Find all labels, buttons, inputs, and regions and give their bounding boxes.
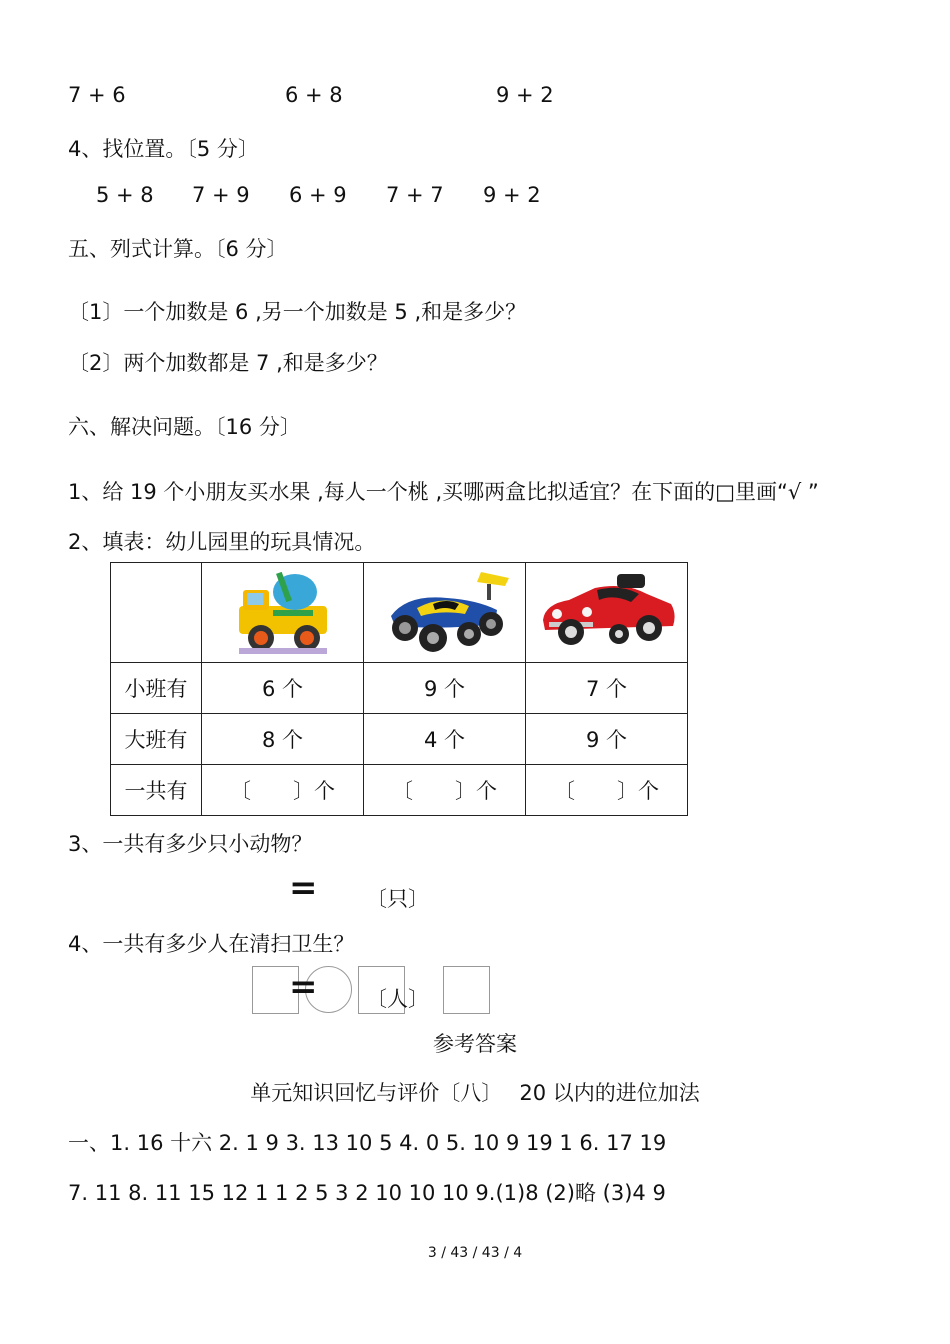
answers-line-2: 7. 11 8. 11 15 12 1 1 2 5 3 2 10 10 10 9.(1)8 (2)略 (3)4 9	[68, 1181, 666, 1205]
toy-table	[110, 562, 688, 816]
find-item: 5 + 8	[96, 183, 154, 207]
toy-image-row	[111, 563, 688, 663]
table-row	[111, 765, 688, 816]
toy-cell	[202, 563, 364, 663]
answers-heading: 参考答案	[433, 1032, 517, 1056]
section6-q1: 1、给 19 个小朋友买水果 ,每人一个桃 ,买哪两盒比拟适宜？在下面的□里画“√ ”	[68, 480, 819, 504]
page-footer: 3 / 43 / 43 / 4	[427, 1245, 523, 1261]
find-item: 9 + 2	[483, 183, 541, 207]
section5-q2: 〔2〕两个加数都是 7 ,和是多少？	[68, 351, 388, 375]
section6-q4: 4、一共有多少人在清扫卫生？	[68, 932, 355, 956]
section5-title: 五、列式计算。〔6 分〕	[68, 237, 288, 261]
q4-equals-sign: =	[289, 967, 318, 1007]
table-cell: 8 个	[202, 714, 364, 765]
cement-mixer-truck-icon	[233, 564, 333, 656]
section6-q3: 3、一共有多少只小动物？	[68, 832, 313, 856]
table-cell: 9 个	[364, 663, 526, 714]
row-label: 一共有	[111, 765, 202, 816]
find-item: 7 + 9	[192, 183, 250, 207]
answer-box[interactable]	[443, 966, 490, 1014]
q4-find-title: 4、找位置。〔5 分〕	[68, 137, 259, 161]
section5-q1: 〔1〕一个加数是 6 ,另一个加数是 5 ,和是多少？	[68, 300, 527, 324]
q3-equals-sign: =	[289, 868, 318, 908]
answers-line-1: 一、1. 16 十六 2. 1 9 3. 13 10 5 4. 0 5. 10 9 19 1 6. 17 19	[68, 1131, 667, 1155]
sum-item: 9 + 2	[496, 83, 554, 107]
total-blank-cell[interactable]: 〔 〕个	[364, 765, 526, 816]
table-row	[111, 714, 688, 765]
table-corner	[111, 563, 202, 663]
row-label: 小班有	[111, 663, 202, 714]
sum-item: 6 + 8	[285, 83, 343, 107]
toy-cell	[526, 563, 688, 663]
table-cell: 7 个	[526, 663, 688, 714]
table-row	[111, 663, 688, 714]
find-item: 7 + 7	[386, 183, 444, 207]
toy-cell	[364, 563, 526, 663]
total-blank-cell[interactable]: 〔 〕个	[526, 765, 688, 816]
find-item: 6 + 9	[289, 183, 347, 207]
answers-subtitle: 单元知识回忆与评价〔八〕 20 以内的进位加法	[250, 1081, 700, 1105]
section6-q2: 2、填表：幼儿园里的玩具情况。	[68, 530, 376, 554]
total-blank-cell[interactable]: 〔 〕个	[202, 765, 364, 816]
sum-item: 7 + 6	[68, 83, 126, 107]
table-cell: 4 个	[364, 714, 526, 765]
q3-unit: 〔只〕	[366, 887, 429, 911]
racing-buggy-icon	[377, 564, 513, 656]
row-label: 大班有	[111, 714, 202, 765]
red-convertible-car-icon	[535, 564, 679, 656]
table-cell: 9 个	[526, 714, 688, 765]
table-cell: 6 个	[202, 663, 364, 714]
q4-unit: 〔人〕	[366, 987, 429, 1011]
section6-title: 六、解决问题。〔16 分〕	[68, 415, 301, 439]
